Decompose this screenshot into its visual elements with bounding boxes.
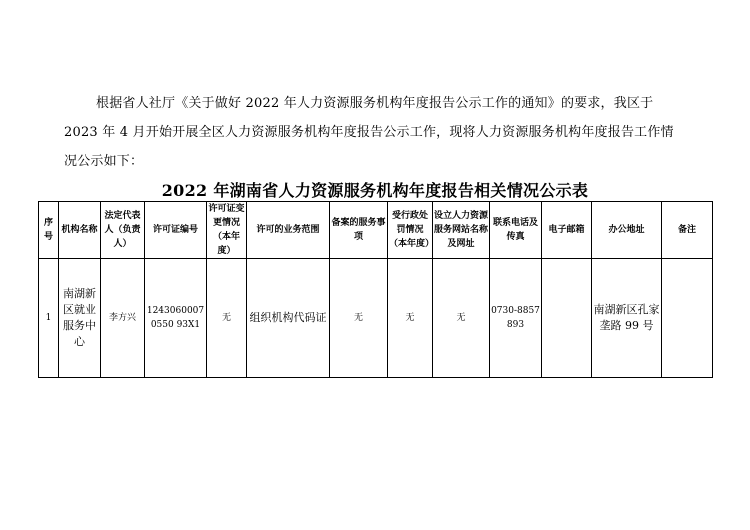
header-cell-address: 办公地址 xyxy=(592,202,662,259)
header-cell-phone-fax: 联系电话及传真 xyxy=(490,202,542,259)
document-title: 2022 年湖南省人力资源服务机构年度报告相关情况公示表 xyxy=(161,181,589,200)
header-cell-filed-services: 备案的服务事项 xyxy=(330,202,388,259)
intro-paragraph: 根据省人社厅《关于做好 2022 年人力资源服务机构年度报告公示工作的通知》的要求，我区于 2023 年 4 月开始开展全区人力资源服务机构年度报告公示工作，现将人力资源服务机构年度报告工作情况公示如下： xyxy=(64,96,674,169)
cell-legal-rep: 李方兴 xyxy=(101,259,145,378)
cell-org-name: 南湖新区就业服务中心 xyxy=(59,259,101,378)
header-cell-index: 序号 xyxy=(39,202,59,259)
header-cell-remarks: 备注 xyxy=(662,202,713,259)
cell-phone-fax: 0730-8857893 xyxy=(490,259,542,378)
cell-license-change: 无 xyxy=(207,259,247,378)
table-row xyxy=(39,259,713,378)
header-cell-website: 设立人力资源服务网站名称及网址 xyxy=(433,202,490,259)
header-cell-legal-rep: 法定代表人（负责人） xyxy=(101,202,145,259)
header-cell-email: 电子邮箱 xyxy=(542,202,592,259)
cell-address: 南湖新区孔家垄路 99 号 xyxy=(592,259,662,378)
cell-penalties: 无 xyxy=(388,259,433,378)
header-cell-business-scope: 许可的业务范围 xyxy=(247,202,330,259)
header-cell-license-no: 许可证编号 xyxy=(145,202,207,259)
header-cell-org-name: 机构名称 xyxy=(59,202,101,259)
cell-index: 1 xyxy=(39,259,59,378)
table-header-row xyxy=(39,202,713,259)
header-cell-penalties: 受行政处罚情况（本年度） xyxy=(388,202,433,259)
cell-website: 无 xyxy=(433,259,490,378)
header-cell-license-change: 许可证变更情况（本年度） xyxy=(207,202,247,259)
cell-filed-services: 无 xyxy=(330,259,388,378)
cell-email xyxy=(542,259,592,378)
cell-license-no: 12430600070550 93X1 xyxy=(145,259,207,378)
cell-business-scope: 组织机构代码证 xyxy=(247,259,330,378)
disclosure-table xyxy=(38,201,713,378)
cell-remarks xyxy=(662,259,713,378)
